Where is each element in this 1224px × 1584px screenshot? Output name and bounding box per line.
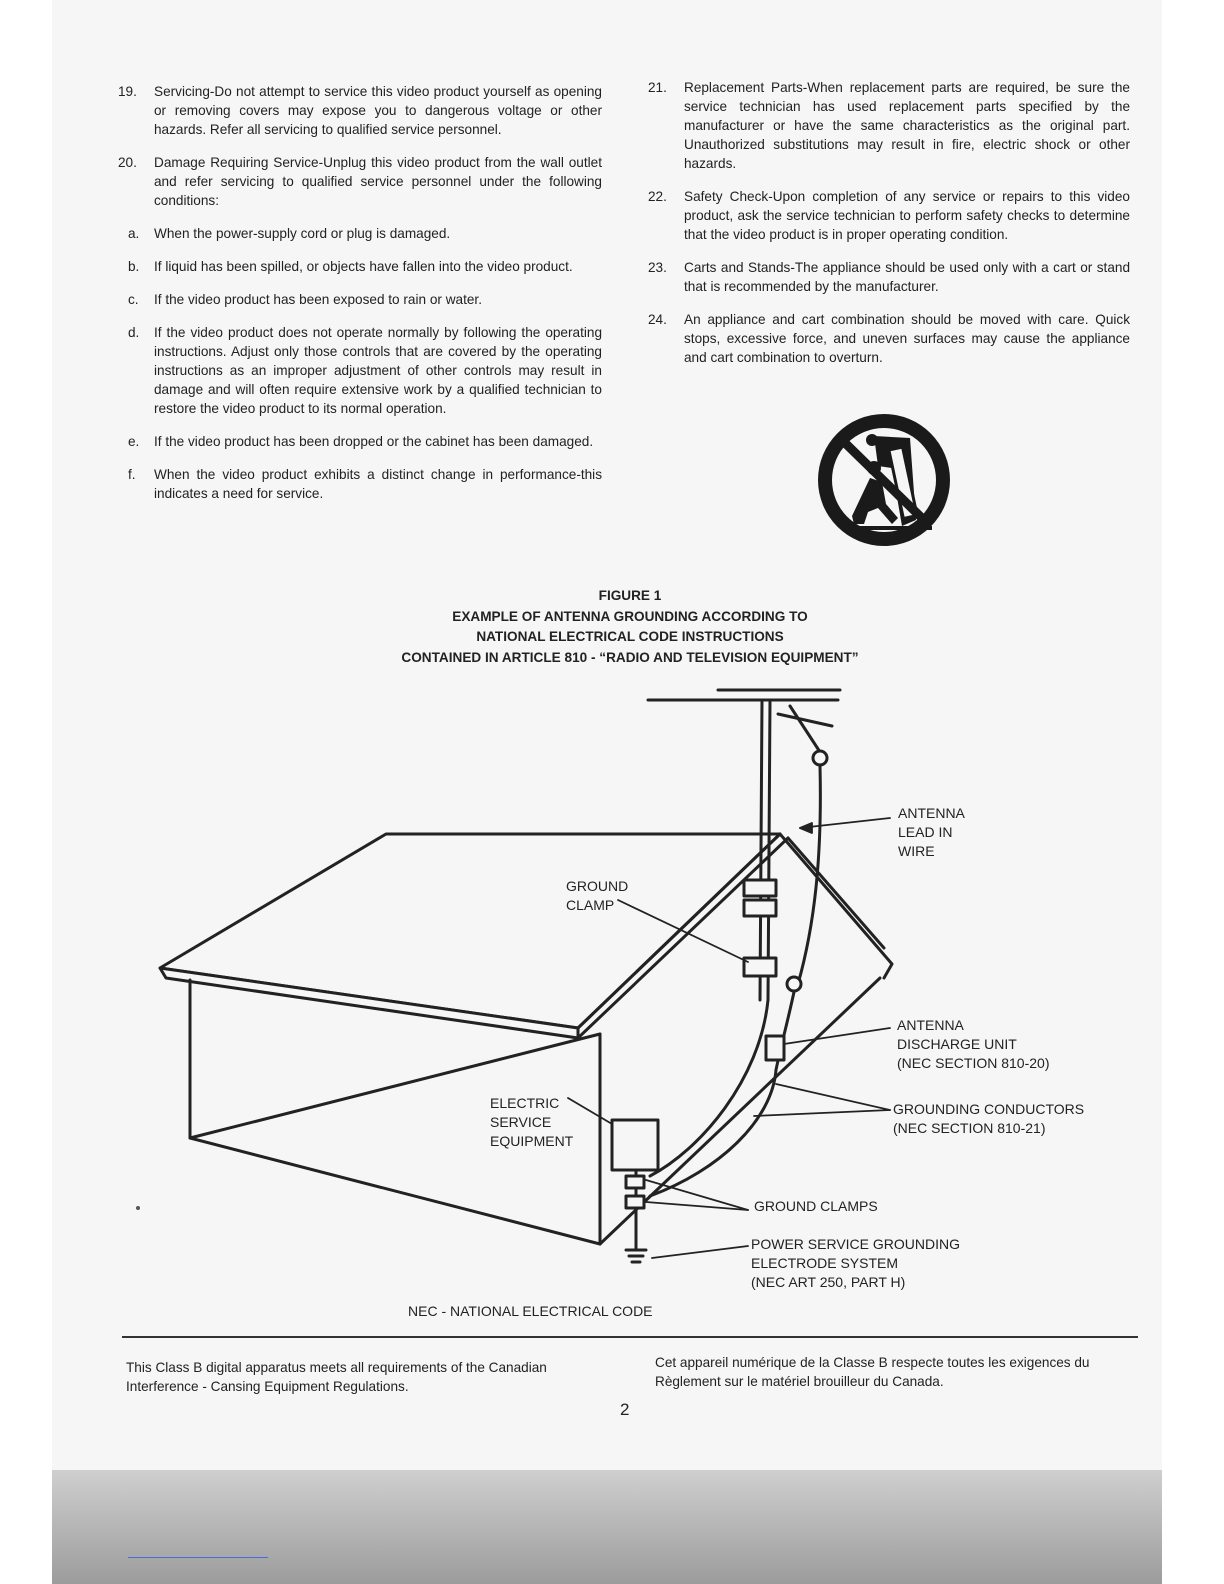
list-item: c. If the video product has been exposed to rain or water.	[128, 292, 482, 307]
grounding-conductors-label: GROUNDING CONDUCTORS (NEC SECTION 810-21)	[893, 1101, 1085, 1136]
figure-title: FIGURE 1 EXAMPLE OF ANTENNA GROUNDING ACCORDING TO NATIONAL ELECTRICAL CODE INSTRUCTIONS CONTAINED IN ARTICLE 810 - “RADIO AND TELEVISION EQUIPMENT”	[401, 588, 859, 665]
page-number: 2	[620, 1400, 630, 1419]
list-item: e. If the video product has been dropped or the cabinet has been damaged.	[128, 434, 594, 449]
list-item: 22. Safety Check-Upon completion of any service or repairs to this video product, ask the service technician to perform safety checks to determine that the video product is in proper operating condition.	[648, 189, 1130, 242]
list-item: 21. Replacement Parts-When replacement parts are required, be sure the service technician has used replacement parts specified by the manufacturer or have the same characteristics as the original part. Unauthorized substitutions may result in fire, electric shock or other hazards.	[648, 80, 1130, 171]
footer-french: Cet appareil numérique de la Classe B respecte toutes les exigences du Règlement sur le matériel brouilleur du Canada.	[655, 1355, 1090, 1389]
footer-english: This Class B digital apparatus meets all requirements of the Canadian Interference - Cansing Equipment Regulations.	[126, 1360, 547, 1394]
ground-clamp-label: GROUND CLAMP	[566, 878, 629, 913]
list-item: d. If the video product does not operate normally by following the operating instructions. Adjust only those controls that are covered by the operating instructions as an improper adjustment of other controls may result in damage and will often require extensive work by a qualified technician to restore the video product to its normal operation.	[128, 325, 602, 416]
list-item: 20. Damage Requiring Service-Unplug this video product from the wall outlet and refer servicing to qualified service personnel under the following conditions:	[118, 155, 602, 208]
figure-caption: NEC - NATIONAL ELECTRICAL CODE	[408, 1303, 653, 1319]
footer-divider	[122, 1336, 1138, 1338]
antenna-drawing	[612, 690, 840, 1262]
list-item: 23. Carts and Stands-The appliance should be used only with a cart or stand that is recommended by the manufacturer.	[648, 260, 1130, 294]
antenna-discharge-label: ANTENNA DISCHARGE UNIT (NEC SECTION 810-20)	[897, 1017, 1050, 1071]
list-item: b. If liquid has been spilled, or objects have fallen into the video product.	[128, 259, 573, 274]
list-item: f. When the video product exhibits a distinct change in performance-this indicates a need for service.	[128, 467, 602, 501]
ground-clamps-label: GROUND CLAMPS	[754, 1198, 878, 1214]
electric-service-label: ELECTRIC SERVICE EQUIPMENT	[490, 1095, 574, 1149]
power-service-label: POWER SERVICE GROUNDING ELECTRODE SYSTEM (NEC ART 250, PART H)	[751, 1236, 960, 1290]
list-item: a. When the power-supply cord or plug is damaged.	[128, 226, 451, 241]
list-item: 19. Servicing-Do not attempt to service this video product yourself as opening or removing covers may expose you to dangerous voltage or other hazards. Refer all servicing to qualified service personnel.	[118, 84, 602, 137]
list-item: 24. An appliance and cart combination should be moved with care. Quick stops, excessive force, and uneven surfaces may cause the appliance and cart combination to overturn.	[648, 312, 1130, 365]
antenna-lead-in-label: ANTENNA LEAD IN WIRE	[898, 805, 965, 859]
